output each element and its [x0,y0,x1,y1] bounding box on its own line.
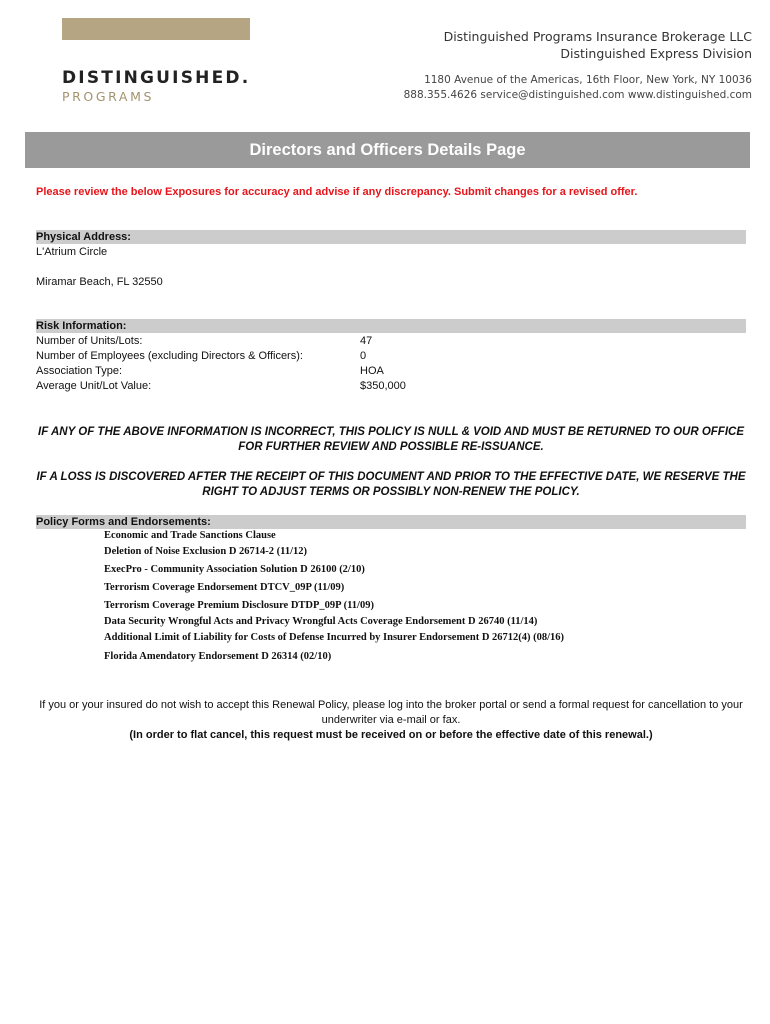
page-title: Directors and Officers Details Page [25,132,750,168]
company-name: Distinguished Programs Insurance Brokerage LLC [443,29,752,44]
risk-value-units: 47 [360,335,373,347]
address-line-1: L'Atrium Circle [36,246,108,258]
list-item: Florida Amendatory Endorsement D 26314 (02/10) [104,651,332,662]
logo-wordmark: DISTINGUISHED. [62,68,251,88]
division-name: Distinguished Express Division [560,46,752,61]
list-item: Economic and Trade Sanctions Clause [104,530,276,541]
company-block [444,28,752,62]
address-block [404,73,752,103]
company-address: 1180 Avenue of the Americas, 16th Floor, New York, NY 10036 [424,74,752,86]
risk-label-average-value: Average Unit/Lot Value: [36,380,152,392]
policy-forms-heading: Policy Forms and Endorsements: [36,515,746,529]
risk-label-employees: Number of Employees (excluding Directors & Officers): [36,350,303,362]
risk-label-units: Number of Units/Lots: [36,335,143,347]
cancellation-instructions [36,698,746,743]
address-line-2: Miramar Beach, FL 32550 [36,276,163,288]
loss-discovery-warning: IF A LOSS IS DISCOVERED AFTER THE RECEIPT OF THIS DOCUMENT AND PRIOR TO THE EFFECTIVE DATE, WE RESERVE THE RIGHT TO ADJUST TERMS OR POSSIBLY NON-RENEW THE POLICY. [36,471,746,498]
risk-value-average-value: $350,000 [360,380,406,392]
logo-subtitle: PROGRAMS [62,89,154,104]
review-notice: Please review the below Exposures for accuracy and advise if any discrepancy. Submit changes for a revised offer. [36,186,638,198]
list-item: Additional Limit of Liability for Costs of Defense Incurred by Insurer Endorsement D 26712(4) (08/16) [104,632,565,643]
list-item: Deletion of Noise Exclusion D 26714-2 (11/12) [104,546,307,557]
physical-address-heading: Physical Address: [36,230,746,244]
risk-label-association-type: Association Type: [36,365,123,377]
cancellation-text: If you or your insured do not wish to accept this Renewal Policy, please log into the broker portal or send a formal request for cancellation to your underwriter via e-mail or fax. [39,699,743,726]
brand-color-bar [62,18,250,40]
risk-value-employees: 0 [360,350,367,362]
list-item: Terrorism Coverage Endorsement DTCV_09P (11/09) [104,582,345,593]
null-void-warning: IF ANY OF THE ABOVE INFORMATION IS INCORRECT, THIS POLICY IS NULL & VOID AND MUST BE RETURNED TO OUR OFFICE FOR FURTHER REVIEW AND POSSIBLE RE-ISSUANCE. [38,426,744,453]
list-item: Terrorism Coverage Premium Disclosure DTDP_09P (11/09) [104,600,374,611]
flat-cancel-note: (In order to flat cancel, this request must be received on or before the effective date of this renewal.) [129,729,653,741]
risk-information-heading: Risk Information: [36,319,746,333]
list-item: ExecPro - Community Association Solution D 26100 (2/10) [104,564,365,575]
risk-value-association-type: HOA [360,365,384,377]
list-item: Data Security Wrongful Acts and Privacy Wrongful Acts Coverage Endorsement D 26740 (11/14) [104,616,538,627]
company-contact: 888.355.4626 service@distinguished.com www.distinguished.com [403,89,752,101]
